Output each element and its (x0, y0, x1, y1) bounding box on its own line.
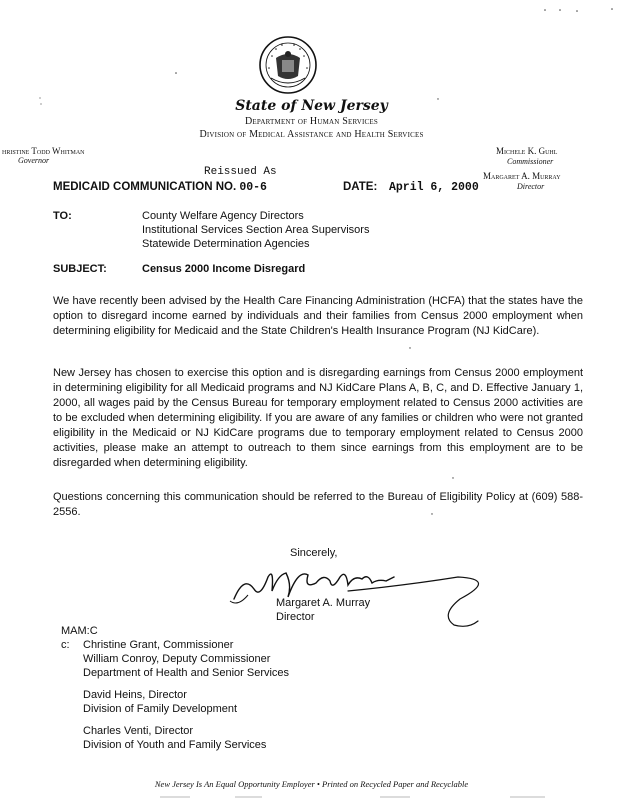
body-paragraph: New Jersey has chosen to exercise this option and is disregarding earnings from Census 2000 employment in determining eligibility for all Medicaid programs and NJ KidCare Plans A, B, C, and D. Effective January 1, 2000, all wages paid by the Census Bureau for temporary employment related to Census 2000 activities are to be excluded when determining eligibility. If you are aware of any families or children who were not granted eligibility in the Medicaid or NJ KidCare programs due to temporary employment related to Census 2000 activities, please make an attempt to outreach to them since earnings from this employment are to be disregarded when determining eligibility. (53, 367, 583, 469)
communication-value: 00-6 (239, 181, 267, 194)
cc-recipient: Department of Health and Senior Services (83, 667, 290, 679)
subject-label: SUBJECT: (53, 263, 107, 275)
closing-salutation: Sincerely, (290, 547, 338, 559)
commissioner-title: Commissioner (507, 157, 554, 166)
cc-recipient: David Heins, Director (83, 689, 187, 701)
director-title: Director (517, 182, 545, 191)
to-label: TO: (53, 210, 72, 222)
cc-recipient: William Conroy, Deputy Commissioner (83, 653, 271, 665)
signatory-name: Margaret A. Murray (276, 597, 371, 609)
body-paragraph: We have recently been advised by the Health Care Financing Administration (HCFA) that the states have the option to disregard income earned by individuals and their families from Census 2000 employment when determining eligibility for Medicaid and the State Children's Health Insurance Program (NJ KidCare). (53, 295, 583, 337)
cc-recipient: Division of Family Development (83, 703, 238, 715)
cc-recipient: Charles Venti, Director (83, 725, 194, 737)
to-recipient: Statewide Determination Agencies (142, 238, 310, 250)
reissued-note: Reissued As (204, 166, 277, 178)
communication-number (53, 181, 267, 194)
to-recipient: County Welfare Agency Directors (142, 210, 304, 222)
department-name: Department of Human Services (245, 116, 378, 127)
governor-name: hristine Todd Whitman (2, 146, 85, 156)
governor-title: Governor (18, 156, 50, 165)
communication-label: MEDICAID COMMUNICATION NO. (53, 181, 237, 193)
date-value: April 6, 2000 (389, 181, 479, 194)
director-name: Margaret A. Murray (483, 171, 561, 181)
handwritten-signature (228, 555, 500, 633)
cc-recipient: Christine Grant, Commissioner (83, 639, 234, 651)
to-recipient: Institutional Services Section Area Supervisors (142, 224, 370, 236)
date-label: DATE: (343, 181, 378, 193)
cc-prefix: c: (61, 639, 70, 651)
signatory-title: Director (276, 611, 315, 623)
commissioner-name: Michele K. Guhl (496, 146, 558, 156)
state-name: State of New Jersey (235, 98, 388, 114)
footer-note: New Jersey Is An Equal Opportunity Employer • Printed on Recycled Paper and Recyclable (154, 779, 469, 789)
state-seal-icon (258, 34, 318, 96)
cc-recipient: Division of Youth and Family Services (83, 739, 267, 751)
body-paragraph: Questions concerning this communication should be referred to the Bureau of Eligibility Policy at (609) 588-2556. (53, 491, 583, 518)
division-name: Division of Medical Assistance and Health Services (199, 129, 424, 140)
subject-value: Census 2000 Income Disregard (142, 263, 306, 275)
typist-initials: MAM:C (61, 625, 98, 637)
